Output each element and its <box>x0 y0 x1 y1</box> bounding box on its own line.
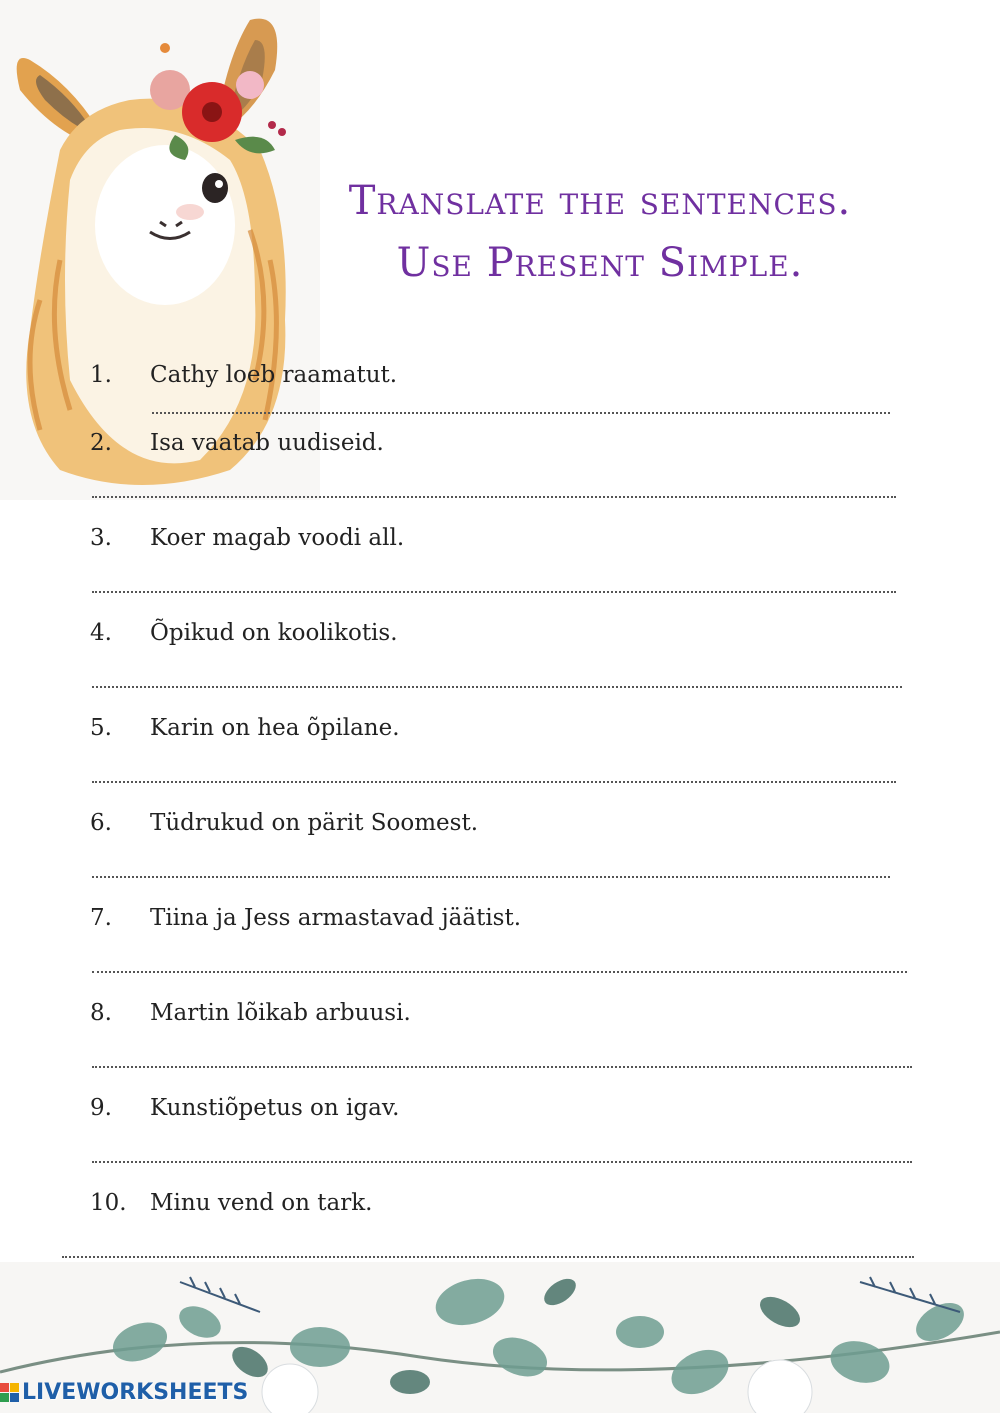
item-sentence: Martin lõikab arbuusi. <box>150 1000 411 1026</box>
answer-input[interactable] <box>62 1231 918 1254</box>
item-number: 2. <box>90 430 112 456</box>
llama-illustration <box>0 0 320 500</box>
answer-line <box>92 781 896 783</box>
answer-input[interactable] <box>92 1041 916 1064</box>
liveworksheets-logo <box>0 1377 248 1407</box>
item-sentence: Koer magab voodi all. <box>150 525 405 551</box>
answer-line <box>152 412 890 414</box>
item-number: 4. <box>90 620 112 646</box>
liveworksheets-icon <box>0 1383 19 1402</box>
worksheet-title <box>300 170 900 294</box>
brand-name: LIVEWORKSHEETS <box>22 1379 249 1405</box>
item-sentence: Kunstiõpetus on igav. <box>150 1095 400 1121</box>
answer-line <box>92 686 902 688</box>
item-number: 10. <box>90 1190 127 1216</box>
item-sentence: Minu vend on tark. <box>150 1190 373 1216</box>
title-line-2: Use Present Simple. <box>396 240 804 286</box>
answer-input[interactable] <box>152 387 894 410</box>
answer-input[interactable] <box>92 851 894 874</box>
answer-input[interactable] <box>92 1136 916 1159</box>
answer-line <box>92 971 907 973</box>
item-sentence: Õpikud on koolikotis. <box>150 620 398 646</box>
item-number: 3. <box>90 525 112 551</box>
item-sentence: Isa vaatab uudiseid. <box>150 430 384 456</box>
item-number: 6. <box>90 810 112 836</box>
item-sentence: Karin on hea õpilane. <box>150 715 400 741</box>
item-number: 9. <box>90 1095 112 1121</box>
item-sentence: Tüdrukud on pärit Soomest. <box>150 810 479 836</box>
item-number: 7. <box>90 905 112 931</box>
item-sentence: Tiina ja Jess armastavad jäätist. <box>150 905 522 931</box>
answer-input[interactable] <box>92 566 900 589</box>
answer-input[interactable] <box>92 946 911 969</box>
title-line-1: Translate the sentences. <box>348 178 852 224</box>
answer-line <box>62 1256 914 1258</box>
item-number: 1. <box>90 362 112 388</box>
answer-line <box>92 591 896 593</box>
answer-line <box>92 1066 912 1068</box>
item-number: 5. <box>90 715 112 741</box>
answer-line <box>92 496 896 498</box>
item-sentence: Cathy loeb raamatut. <box>150 362 398 388</box>
answer-line <box>92 1161 912 1163</box>
answer-input[interactable] <box>92 471 900 494</box>
item-number: 8. <box>90 1000 112 1026</box>
answer-line <box>92 876 890 878</box>
answer-input[interactable] <box>92 661 906 684</box>
answer-input[interactable] <box>92 756 900 779</box>
